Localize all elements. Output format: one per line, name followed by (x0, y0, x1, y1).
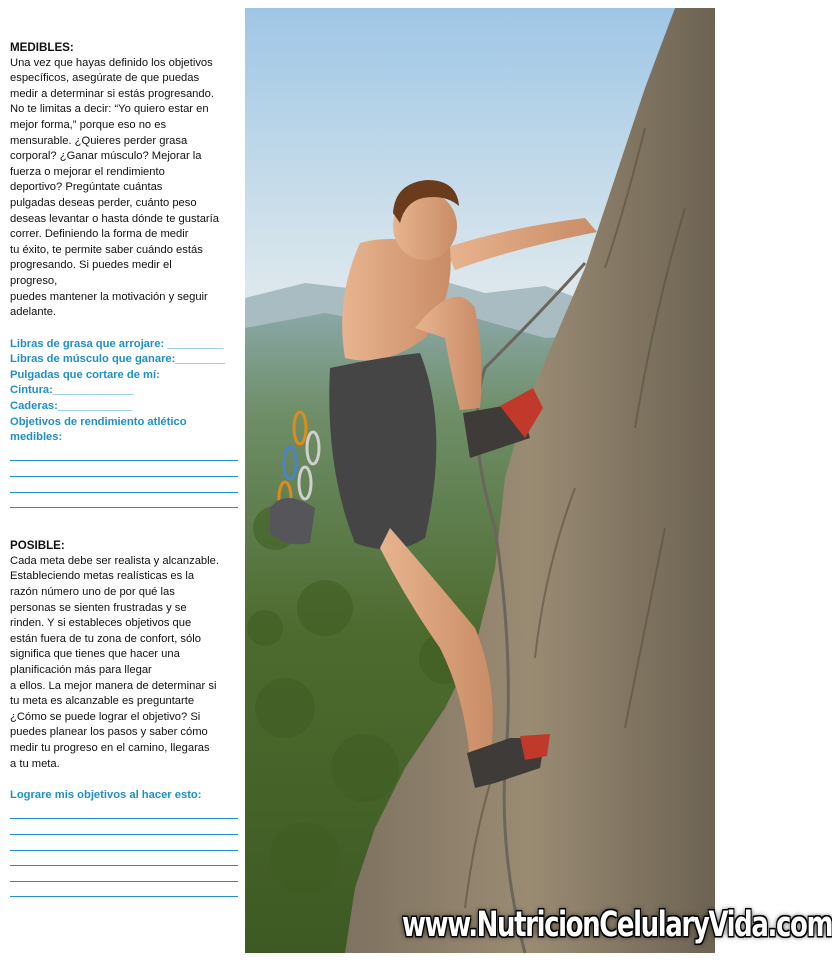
answer-line[interactable] (10, 835, 238, 851)
answer-line[interactable] (10, 446, 238, 462)
answer-line[interactable] (10, 804, 238, 820)
watermark-url: www.NutricionCelularyVida.com (402, 905, 832, 946)
posible-heading: POSIBLE: (10, 539, 65, 553)
text-column (10, 40, 238, 897)
answer-line[interactable] (10, 461, 238, 477)
medibles-prompts: Libras de grasa que arrojare: _________ Libras de músculo que ganare:________ Pulgadas que cortare de mí: Cintura:_____________ Caderas:____________ Objetivos de rendimiento atlético medibles: (10, 337, 226, 444)
climber-photo (245, 8, 832, 953)
medibles-answer-lines (10, 446, 238, 508)
medibles-body: Una vez que hayas definido los objetivos específicos, asegúrate de que puedas medir a determinar si estás progresando. No te limitas a decir: “Yo quiero estar en mejor forma,” porque eso no es mensurable. ¿Quieres perder grasa corporal? ¿Ganar músculo? Mejorar la fuerza o mejorar el rendimiento deportivo? Pregúntate cuántas pulgadas deseas perder, cuánto peso deseas levantar o hasta dónde te gustaría correr. Definiendo la forma de medir tu éxito, te permite saber cuándo estás progresando. Si puedes medir el progreso, puedes mantener la motivación y seguir adelante. (10, 56, 219, 319)
climber-illustration (245, 8, 715, 953)
answer-line[interactable] (10, 866, 238, 882)
answer-line[interactable] (10, 493, 238, 509)
posible-answer-lines (10, 804, 238, 898)
answer-line[interactable] (10, 477, 238, 493)
answer-line[interactable] (10, 851, 238, 867)
answer-line[interactable] (10, 819, 238, 835)
answer-line[interactable] (10, 882, 238, 898)
posible-prompt: Lograre mis objetivos al hacer esto: (10, 789, 202, 802)
posible-body: Cada meta debe ser realista y alcanzable. Estableciendo metas realísticas es la razón número uno de por qué las personas se sienten frustradas y se rinden. Y si estableces objetivos que están fuera de tu zona de confort, sólo significa que tienes que hacer una planificación más para llegar a ellos. La mejor manera de determinar si tu meta es alcanzable es preguntarte ¿Cómo se puede lograr el objetivo? Si puedes planear los pasos y saber cómo medir tu progreso en el camino, llegaras a tu meta. (10, 554, 219, 770)
medibles-heading: MEDIBLES: (10, 41, 74, 54)
